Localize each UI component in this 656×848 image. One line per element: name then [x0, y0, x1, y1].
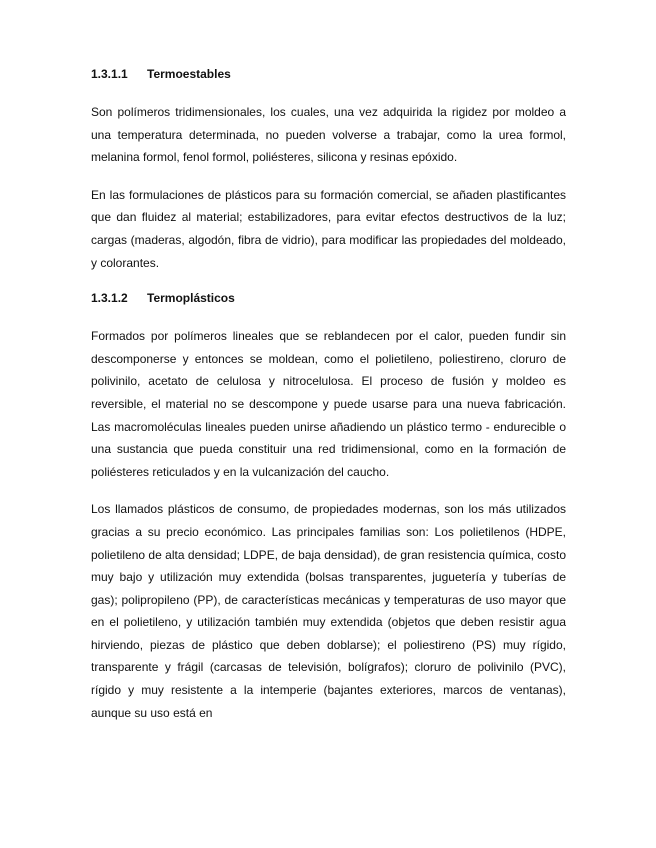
- section-heading-termoplasticos: [91, 288, 566, 308]
- section-number: 1.3.1.2: [91, 291, 128, 306]
- section-number: 1.3.1.1: [91, 67, 128, 81]
- paragraph-formulaciones: En las formulaciones de plásticos para su formación comercial, se añaden plastificantes que dan fluidez al material; estabilizadores, para evitar efectos destructivos de la luz; cargas (maderas, algodón, fibra de vidrio), para modificar las propiedades del moldeado, y colorantes.: [91, 187, 566, 270]
- paragraph-plasticos-de-consumo: Los llamados plásticos de consumo, de propiedades modernas, son los más utilizados gracias a su precio económico. Las principales familias son: Los polietilenos (HDPE, polietileno de alta densidad; LDPE, de baja densidad), de gran resistencia química, costo muy bajo y utilización muy extendida (bolsas transparentes, juguetería y tuberías de gas); polipropileno (PP), de características mecánicas y temperaturas de uso mayor que en el polietileno, y utilización también muy extendida (objetos que deben resistir agua hirviendo, piezas de plástico que deben doblarse); el poliestireno (PS) muy rígido, transparente y frágil (carcasas de televisión, bolígrafos); cloruro de polivinilo (PVC), rígido y muy resistente a la intemperie (bajantes exteriores, marcos de ventanas), aunque su uso está en: [91, 502, 566, 720]
- section-heading-termoestables: [91, 64, 566, 84]
- paragraph-termoplasticos-definition: Formados por polímeros lineales que se reblandecen por el calor, pueden fundir sin descomponerse y entonces se moldean, como el polietileno, poliestireno, cloruro de polivinilo, acetato de celulosa y nitrocelulosa. El proceso de fusión y moldeo es reversible, el material no se descompone y puede usarse para una nueva fabricación. Las macromoléculas lineales pueden unirse añadiendo un plástico termo - endurecible o una sustancia que pueda constituir una red tridimensional, como en la formación de poliésteres reticulados y en la vulcanización del caucho.: [91, 329, 566, 479]
- document-body: [91, 64, 566, 724]
- section-title: Termoplásticos: [147, 291, 235, 306]
- paragraph-termoestables-definition: Son polímeros tridimensionales, los cuales, una vez adquirida la rigidez por moldeo a una temperatura determinada, no pueden volverse a trabajar, como la urea formol, melanina formol, fenol formol, poliésteres, silicona y resinas epóxido.: [91, 105, 566, 165]
- section-title: Termoestables: [147, 67, 231, 81]
